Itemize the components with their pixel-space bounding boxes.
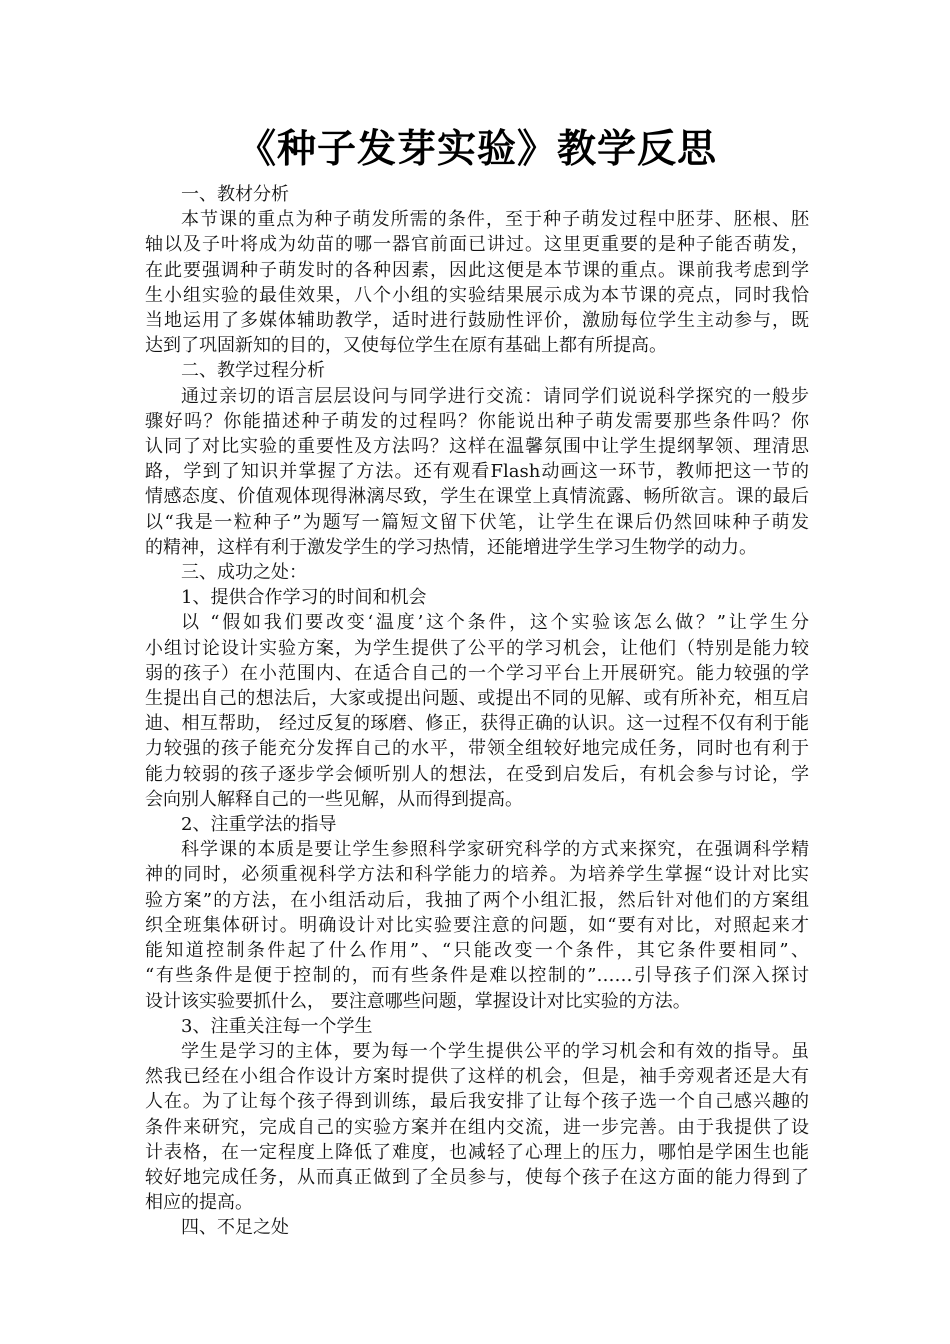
paragraph-line: 力较强的孩子能充分发挥自己的水平，带领全组较好地完成任务，同时也有利于 xyxy=(145,738,809,760)
paragraph-line: 路，学到了知识并掌握了方法。还有观看Flash动画这一环节，教师把这一节的 xyxy=(145,461,809,483)
paragraph-line: 科学课的本质是要让学生参照科学家研究科学的方式来探究，在强调科学精 xyxy=(181,839,809,861)
section-heading: 2、注重学法的指导 xyxy=(181,814,337,836)
section-heading: 三、成功之处： xyxy=(181,562,307,584)
paragraph-line: 的精神，这样有利于激发学生的学习热情，还能增进学生学习生物学的动力。 xyxy=(145,536,757,558)
paragraph-line: 轴以及子叶将成为幼苗的哪一器官前面已讲过。这里更重要的是种子能否萌发， xyxy=(145,234,809,256)
paragraph-line: 能力较弱的孩子逐步学会倾听别人的想法，在受到启发后，有机会参与讨论，学 xyxy=(145,763,809,785)
paragraph-line: 以 “假如我们要改变‘温度’这个条件，这个实验该怎么做？”让学生分 xyxy=(181,612,809,634)
paragraph-line: 人在。为了让每个孩子得到训练，最后我安排了让每个孩子选一个自己感兴趣的 xyxy=(145,1091,809,1113)
paragraph-line: 骤好吗？你能描述种子萌发的过程吗？你能说出种子萌发需要那些条件吗？你 xyxy=(145,410,809,432)
paragraph-line: 条件来研究，完成自己的实验方案并在组内交流，进一步完善。由于我提供了设 xyxy=(145,1116,809,1138)
section-heading: 四、不足之处 xyxy=(181,1217,289,1239)
paragraph-line: 能知道控制条件起了什么作用”、“只能改变一个条件，其它条件要相同”、 xyxy=(145,940,809,962)
paragraph-line: 情感态度、价值观体现得淋漓尽致，学生在课堂上真情流露、畅所欲言。课的最后 xyxy=(145,486,809,508)
document-body xyxy=(145,182,809,1241)
paragraph-line: 织全班集体研讨。明确设计对比实验要注意的问题，如“要有对比，对照起来才 xyxy=(145,914,809,936)
section-heading: 一、教材分析 xyxy=(181,184,289,205)
paragraph-line: “有些条件是便于控制的，而有些条件是难以控制的”……引导孩子们深入探讨 xyxy=(145,965,809,987)
section-heading: 二、教学过程分析 xyxy=(181,360,325,382)
paragraph-line: 生提出自己的想法后，大家或提出问题、或提出不同的见解、或有所补充，相互启 xyxy=(145,688,809,710)
paragraph-line: 弱的孩子）在小范围内、在适合自己的一个学习平台上开展研究。能力较强的学 xyxy=(145,662,809,684)
paragraph-line: 学生是学习的主体，要为每一个学生提供公平的学习机会和有效的指导。虽 xyxy=(181,1040,809,1062)
paragraph-line: 验方案”的方法，在小组活动后，我抽了两个小组汇报，然后针对他们的方案组 xyxy=(145,889,809,911)
paragraph-line: 在此要强调种子萌发时的各种因素，因此这便是本节课的重点。课前我考虑到学 xyxy=(145,259,809,281)
paragraph-line: 生小组实验的最佳效果，八个小组的实验结果展示成为本节课的亮点，同时我恰 xyxy=(145,284,809,306)
paragraph-line: 达到了巩固新知的目的，又使每位学生在原有基础上都有所提高。 xyxy=(145,335,667,357)
paragraph-line: 当地运用了多媒体辅助教学，适时进行鼓励性评价，激励每位学生主动参与，既 xyxy=(145,310,809,332)
paragraph-line: 相应的提高。 xyxy=(145,1192,253,1214)
section-heading: 3、注重关注每一个学生 xyxy=(181,1015,373,1037)
paragraph-line: 设计该实验要抓什么， 要注意哪些问题，掌握设计对比实验的方法。 xyxy=(145,990,691,1012)
paragraph-line: 神的同时，必须重视科学方法和科学能力的培养。为培养学生掌握“设计对比实 xyxy=(145,864,809,886)
paragraph-line: 会向别人解释自己的一些见解，从而得到提高。 xyxy=(145,788,523,810)
paragraph-line: 小组讨论设计实验方案，为学生提供了公平的学习机会，让他们（特别是能力较 xyxy=(145,637,809,659)
paragraph-line: 认同了对比实验的重要性及方法吗？这样在温馨氛围中让学生提纲挈领、理清思 xyxy=(145,436,809,458)
document-page xyxy=(145,124,809,1241)
document-title: 《种子发芽实验》教学反思 xyxy=(236,127,717,172)
section-heading: 1、提供合作学习的时间和机会 xyxy=(181,587,427,609)
paragraph-line: 本节课的重点为种子萌发所需的条件，至于种子萌发过程中胚芽、胚根、胚 xyxy=(181,209,809,231)
paragraph-line: 通过亲切的语言层层设问与同学进行交流：请同学们说说科学探究的一般步 xyxy=(181,385,809,407)
paragraph-line: 以“我是一粒种子”为题写一篇短文留下伏笔，让学生在课后仍然回味种子萌发 xyxy=(145,511,809,533)
paragraph-line: 迪、相互帮助， 经过反复的琢磨、修正，获得正确的认识。这一过程不仅有利于能 xyxy=(145,713,809,735)
paragraph-line: 计表格，在一定程度上降低了难度，也减轻了心理上的压力，哪怕是学困生也能 xyxy=(145,1141,809,1163)
paragraph-line: 较好地完成任务，从而真正做到了全员参与，使每个孩子在这方面的能力得到了 xyxy=(145,1166,809,1188)
paragraph-line: 然我已经在小组合作设计方案时提供了这样的机会，但是，袖手旁观者还是大有 xyxy=(145,1066,809,1088)
